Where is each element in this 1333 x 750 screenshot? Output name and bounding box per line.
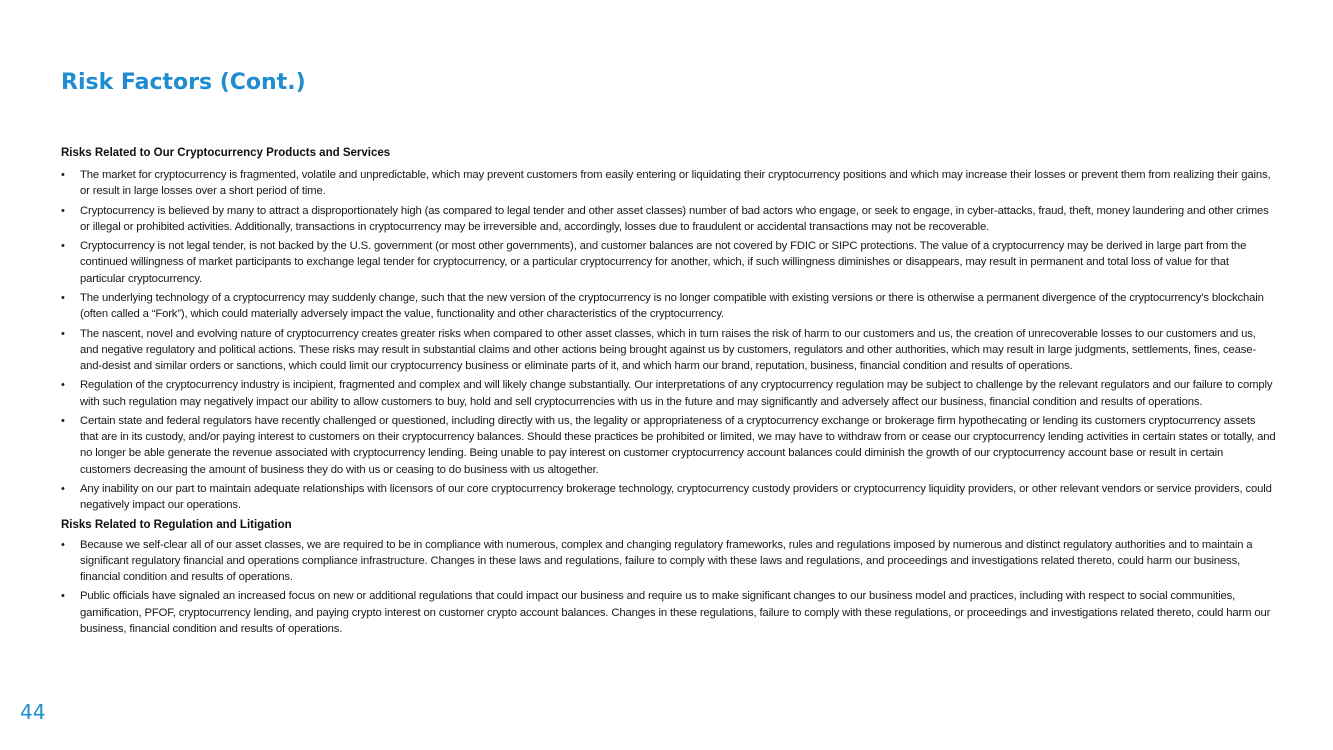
bullet-text: Because we self-clear all of our asset classes, we are required to be in compliance with numerous, complex and changing regulatory frameworks, rules and regulations imposed by numerous and distinct regulatory authorities and to maintain a significant regulatory financial and operations compliance infrastructure. Changes in these laws and regulations, failure to comply with these laws and regulations, and proceedings and investigations related thereto, could harm our business, financial condition and results of operations. — [80, 538, 1253, 583]
bullet-text: The market for cryptocurrency is fragmented, volatile and unpredictable, which may prevent customers from easily entering or liquidating their cryptocurrency positions and which may increase their losses or prevent them from realizing their gains, or result in large losses over a short period of time. — [80, 169, 1271, 198]
bullet-text: Any inability on our part to maintain adequate relationships with licensors of our core cryptocurrency brokerage technology, cryptocurrency custody providers or cryptocurrency liquidity providers, or other relevant vendors or service providers, could negatively impact our operations. — [80, 482, 1272, 512]
list-item — [61, 588, 1276, 637]
bullet-icon: • — [61, 169, 65, 181]
bullet-list-crypto — [61, 167, 1276, 513]
bullet-list-regulation — [61, 537, 1276, 637]
list-item — [61, 413, 1276, 478]
list-item — [61, 326, 1276, 375]
section-heading-regulation: Risks Related to Regulation and Litigation — [61, 518, 292, 531]
bullet-icon: • — [61, 538, 65, 551]
page-number: 44 — [20, 700, 46, 724]
bullet-text: Public officials have signaled an increased focus on new or additional regulations that could impact our business and require us to make significant changes to our business model and practices, including with respect to social communities, gamification, PFOF, cryptocurrency lending, and paying crypto interest on customer crypto account balances. Changes in these regulations, failure to comply with these regulations, or proceedings and investigations related thereto, could harm our business, financial condition and results of operations. — [80, 590, 1271, 635]
list-item — [61, 203, 1276, 235]
page-title: Risk Factors (Cont.) — [61, 70, 306, 95]
list-item — [61, 537, 1276, 586]
bullet-icon: • — [61, 482, 65, 495]
bullet-text: Certain state and federal regulators have recently challenged or questioned, including directly with us, the legality or appropriateness of a cryptocurrency exchange or brokerage firm hypothecating or lending its customers cryptocurrency assets that are in its custody, and/or paying interest to customers on their cryptocurrency balances. Should these practices be prohibited or limited, we may have to withdraw from or cease our cryptocurrency lending activities in certain states or totally, and no longer be able generate the revenue associated with cryptocurrency lending. Being unable to pay interest on customer cryptocurrency account balances could diminish the growth of our cryptocurrency account base or result in certain customers decreasing the amount of business they do with us or ceasing to do business with us altogether. — [80, 414, 1276, 476]
bullet-icon: • — [61, 204, 65, 217]
bullet-text: Cryptocurrency is believed by many to attract a disproportionately high (as compared to legal tender and other asset classes) number of bad actors who engage, or seek to engage, in cyber-attacks, fraud, theft, money laundering and other crimes or illegal or prohibited activities. Additionally, transactions in cryptocurrency may be irreversible and, accordingly, losses due to fraudulent or accidental transactions may not be recoverable. — [80, 204, 1269, 233]
list-item — [61, 377, 1276, 409]
section-heading-crypto: Risks Related to Our Cryptocurrency Products and Services — [61, 147, 391, 159]
list-item — [61, 238, 1276, 287]
list-item — [61, 481, 1276, 513]
bullet-icon: • — [61, 327, 65, 340]
bullet-icon: • — [61, 590, 65, 603]
bullet-text: Cryptocurrency is not legal tender, is not backed by the U.S. government (or most other governments), and customer balances are not covered by FDIC or SIPC protections. The value of a cryptocurrency may be derived in large part from the continued willingness of market participants to exchange legal tender for cryptocurrency, or a particular cryptocurrency for another, which, if such willingness diminishes or disappears, may result in permanent and total loss of value for that particular cryptocurrency. — [80, 240, 1247, 285]
bullet-text: Regulation of the cryptocurrency industry is incipient, fragmented and complex and will likely change substantially. Our interpretations of any cryptocurrency regulation may be subject to challenge by the relevant regulators and our failure to comply with such regulation may negatively impact our ability to allow customers to buy, hold and sell cryptocurrencies with us in the future and may significantly and adversely affect our business, financial condition and results of operations. — [80, 379, 1273, 408]
risk-factors-content — [61, 145, 1276, 640]
bullet-icon: • — [61, 414, 65, 427]
bullet-text: The nascent, novel and evolving nature of cryptocurrency creates greater risks when compared to other asset classes, which in turn raises the risk of harm to our customers and us, the creation of unrecoverable losses to our customers and us, and negative regulatory and political actions. These risks may result in substantial claims and other actions being brought against us by customers, regulators and other authorities, which may result in large judgments, settlements, fines, cease-and-desist and similar orders or sanctions, which could limit our cryptocurrency business or eliminate parts of it, and which harm our brand, reputation, business, financial condition and results of operations. — [80, 327, 1257, 372]
list-item — [61, 290, 1276, 322]
bullet-icon: • — [61, 240, 65, 253]
bullet-text: The underlying technology of a cryptocurrency may suddenly change, such that the new version of the cryptocurrency is no longer compatible with existing versions or there is otherwise a permanent divergence of the cryptocurrency’s blockchain (often called a “Fork”), which could materially adversely impact the value, functionality and other characteristics of the cryptocurrency. — [80, 291, 1264, 321]
bullet-icon: • — [61, 379, 65, 392]
list-item — [61, 167, 1276, 199]
bullet-icon: • — [61, 291, 65, 304]
